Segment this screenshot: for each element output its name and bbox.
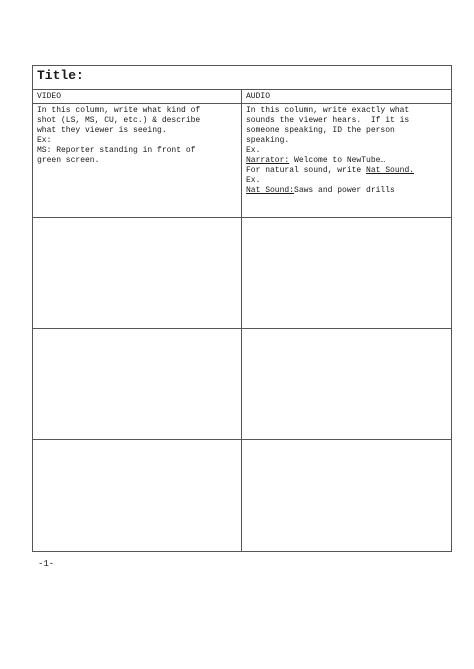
- table-row: [33, 104, 451, 218]
- title-row: [33, 66, 451, 90]
- column-divider: [241, 90, 242, 551]
- audio-line: sounds the viewer hears. If it is: [246, 116, 410, 125]
- table-row: [33, 218, 451, 329]
- audio-column-header: AUDIO: [246, 92, 271, 101]
- narrator-text: Welcome to NewTube…: [289, 156, 386, 165]
- video-column-header: VIDEO: [37, 92, 62, 101]
- video-line: MS: Reporter standing in front of: [37, 146, 196, 155]
- audio-line: Ex.: [246, 176, 261, 185]
- narrator-label: Narrator:: [246, 156, 290, 165]
- audio-cell: [246, 106, 449, 196]
- audio-line: speaking.: [246, 136, 290, 145]
- page-number: -1-: [38, 559, 55, 569]
- video-cell: [37, 106, 237, 166]
- title-label: Title:: [37, 68, 84, 83]
- table-row: [33, 329, 451, 440]
- video-line: shot (LS, MS, CU, etc.) & describe: [37, 116, 201, 125]
- column-header-row: [33, 90, 451, 104]
- video-line: green screen.: [37, 156, 100, 165]
- audio-line: In this column, write exactly what: [246, 106, 410, 115]
- table-row: [33, 440, 451, 551]
- nat-sound-text: Saws and power drills: [294, 186, 395, 195]
- video-line: what they viewer is seeing.: [37, 126, 167, 135]
- natural-sound-prefix: For natural sound, write: [246, 166, 367, 175]
- video-line: In this column, write what kind of: [37, 106, 201, 115]
- video-line: Ex:: [37, 136, 52, 145]
- nat-sound-label: Nat Sound:: [246, 186, 295, 195]
- natural-sound-label: Nat Sound.: [366, 166, 415, 175]
- script-table: [32, 65, 452, 552]
- audio-line: someone speaking, ID the person: [246, 126, 395, 135]
- audio-line: Ex.: [246, 146, 261, 155]
